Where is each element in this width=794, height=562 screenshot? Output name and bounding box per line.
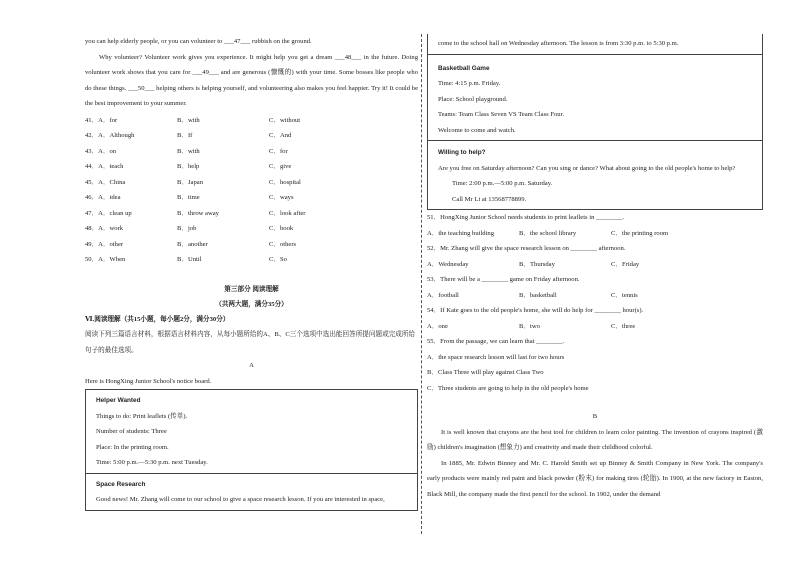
choice-option: C．hospital [269,178,301,186]
choice-option: C．ways [269,194,294,201]
question-53: 53．There will be a ________ game on Friday afternoon. [427,276,580,283]
question-52: 52．Mr. Zhang will give the space research lesson on ________ afternoon. [427,245,626,252]
box-line: Good news! Mr. Zhang will come to our school to give a space research lesson. If you are interested in space, [96,496,385,503]
box-text: Are you free on Saturday afternoon? Can you sing or dance? What about going to the old people's home to help? [438,164,736,172]
box-line: come to the school hall on Wednesday afternoon. The lesson is from 3:30 p.m. to 5:30 p.m. [438,40,679,47]
choice-row [85,175,418,191]
question-51: 51．HongXing Junior School needs students to print leaflets in ________. [427,214,625,221]
box-title: Willing to help? [438,149,486,156]
choice-option: B．another [177,240,208,248]
choice-option: 42．A．Although [85,132,135,139]
choice-option: B．throw away [177,209,219,217]
choice-option: 49．A．other [85,240,124,248]
choice-option: C．look after [269,209,306,217]
passage-text: In 1885, Mr. Edwin Binney and Mr. C. Harold Smith set up Binney & Smith Company in New York. The company's early products were mainly red paint and black powder (粉末) for making tires (轮胎). In 1900, at the new factory in Easton, Black Mill, the company made the first pencil for the school. In 1902, under the demand [427,459,763,498]
option: C．the printing room [611,229,669,237]
choice-option: C．So [269,256,287,263]
passage-text: you can help elderly people, or you can volunteer to ___47___ rubbish on the ground. [85,38,312,45]
question-55: 55．From the passage, we can learn that ________. [427,338,565,345]
passage-text: It is well known that crayons are the best tool for children to learn color painting. The invention of crayons inspired (激励) children's imagination (想象力) and creativity and made their childhood colorful. [427,428,763,451]
choice-option: B．with [177,147,200,155]
box-line: Place: In the printing room. [96,443,169,451]
option: B．Thursday [519,260,555,268]
options-51 [427,226,763,242]
choice-option: B．help [177,163,200,170]
options-54 [427,319,763,335]
option: C．Friday [611,260,640,268]
basketball-box [427,55,763,142]
helper-wanted-box [85,389,418,474]
option: C．Three students are going to help in the old people's home [427,384,589,392]
right-column [427,34,763,502]
passage-letter: B [592,413,598,420]
option: C．three [611,322,636,330]
option: A．one [427,322,448,330]
choice-option: 43．A．on [85,147,117,155]
options-53 [427,288,763,304]
question-54: 54．If Kate goes to the old people's home, she will do help for ________ hour(s). [427,307,644,314]
choice-row [85,206,418,222]
choice-option: 45．A．China [85,178,126,186]
choice-option: B．time [177,194,200,201]
option: C．tennis [611,291,638,299]
section-header: Ⅵ.阅读理解（共15小题，每小题2分，满分30分） [85,315,230,323]
choice-option: B．Until [177,256,202,263]
box-line: Place: School playground. [438,95,508,103]
box-line: Teams: Team Class Seven VS Team Class Four. [438,111,565,118]
box-line: Time: 2:00 p.m.—5:00 p.m. Saturday. [452,180,553,187]
willing-box [427,141,763,210]
choice-option: C．book [269,225,294,232]
choice-option: 44．A．teach [85,163,124,170]
choice-row [85,252,418,268]
space-research-box [85,474,418,511]
box-line: Time: 5:00 p.m.—5:30 p.m. next Tuesday. [96,459,208,466]
choices-list [85,113,418,268]
choice-option: B．job [177,225,197,232]
box-line: Welcome to come and watch. [438,126,516,134]
box-line: Time: 4:15 p.m. Friday. [438,80,501,87]
choice-option: B．Japan [177,178,204,186]
choice-row [85,159,418,175]
choice-option: B．If [177,132,193,139]
section-instructions: 阅读下列三篇语言材料，根据语言材料内容，从每小题所给的A、B、C三个选项中选出能回答所提问题或完成所给句子的最佳选项。 [85,331,416,354]
option: A．the teaching building [427,229,495,237]
box-line: Things to do: Print leaflets (传单). [96,412,188,420]
option: A．the space research lesson will last for two hours [427,353,565,361]
part-title: 第三部分 阅读理解 [224,285,279,293]
option: B．Class Three will play against Class Two [427,369,544,376]
passage-letter: A [249,362,254,369]
box-title: Space Research [96,480,146,488]
box-title: Helper Wanted [96,397,141,404]
choice-option: 47．A．clean up [85,209,132,217]
option: A．football [427,291,459,299]
option: A．Wednesday [427,260,469,268]
box-title: Basketball Game [438,64,490,72]
option: B．two [519,322,540,330]
choice-option: C．And [269,132,292,139]
passage-text: Why volunteer? Volunteer work gives you experience. It might help you get a dream ___48___ in the future. Doing volunteer work shows that you care for ___49___ and are generous (慷慨的) with your time. Some bosses like people who do these things. ___50___ helping others is helping yourself, and volunteering also makes you feel happier. Try it! It could be the best improvement to your summer. [85,53,418,107]
choice-row [85,113,418,129]
choice-row [85,237,418,253]
choice-option: 50．A．When [85,256,126,263]
choice-option: C．give [269,163,292,170]
part-subtitle: （共两大题，满分35分） [215,300,288,308]
box-line: Number of students: Three [96,428,167,435]
choice-row [85,190,418,206]
space-research-box-cont [427,34,763,55]
choice-row [85,144,418,160]
choice-option: C．for [269,147,288,155]
option: B．the school library [519,229,577,237]
box-line: Call Mr Li at 13568778899. [452,195,527,203]
options-52 [427,257,763,273]
choice-option: C．without [269,116,301,124]
option: B．basketball [519,291,557,299]
column-divider [421,34,422,534]
choice-option: C．others [269,240,297,248]
left-column [85,34,418,511]
choice-option: B．with [177,116,200,124]
choice-option: 48．A．work [85,225,124,232]
choice-option: 41．A．for [85,116,118,124]
choice-row [85,221,418,237]
choice-option: 46．A．idea [85,194,121,201]
choice-row [85,128,418,144]
notice-intro: Here is HongXing Junior School's notice board. [85,377,212,385]
